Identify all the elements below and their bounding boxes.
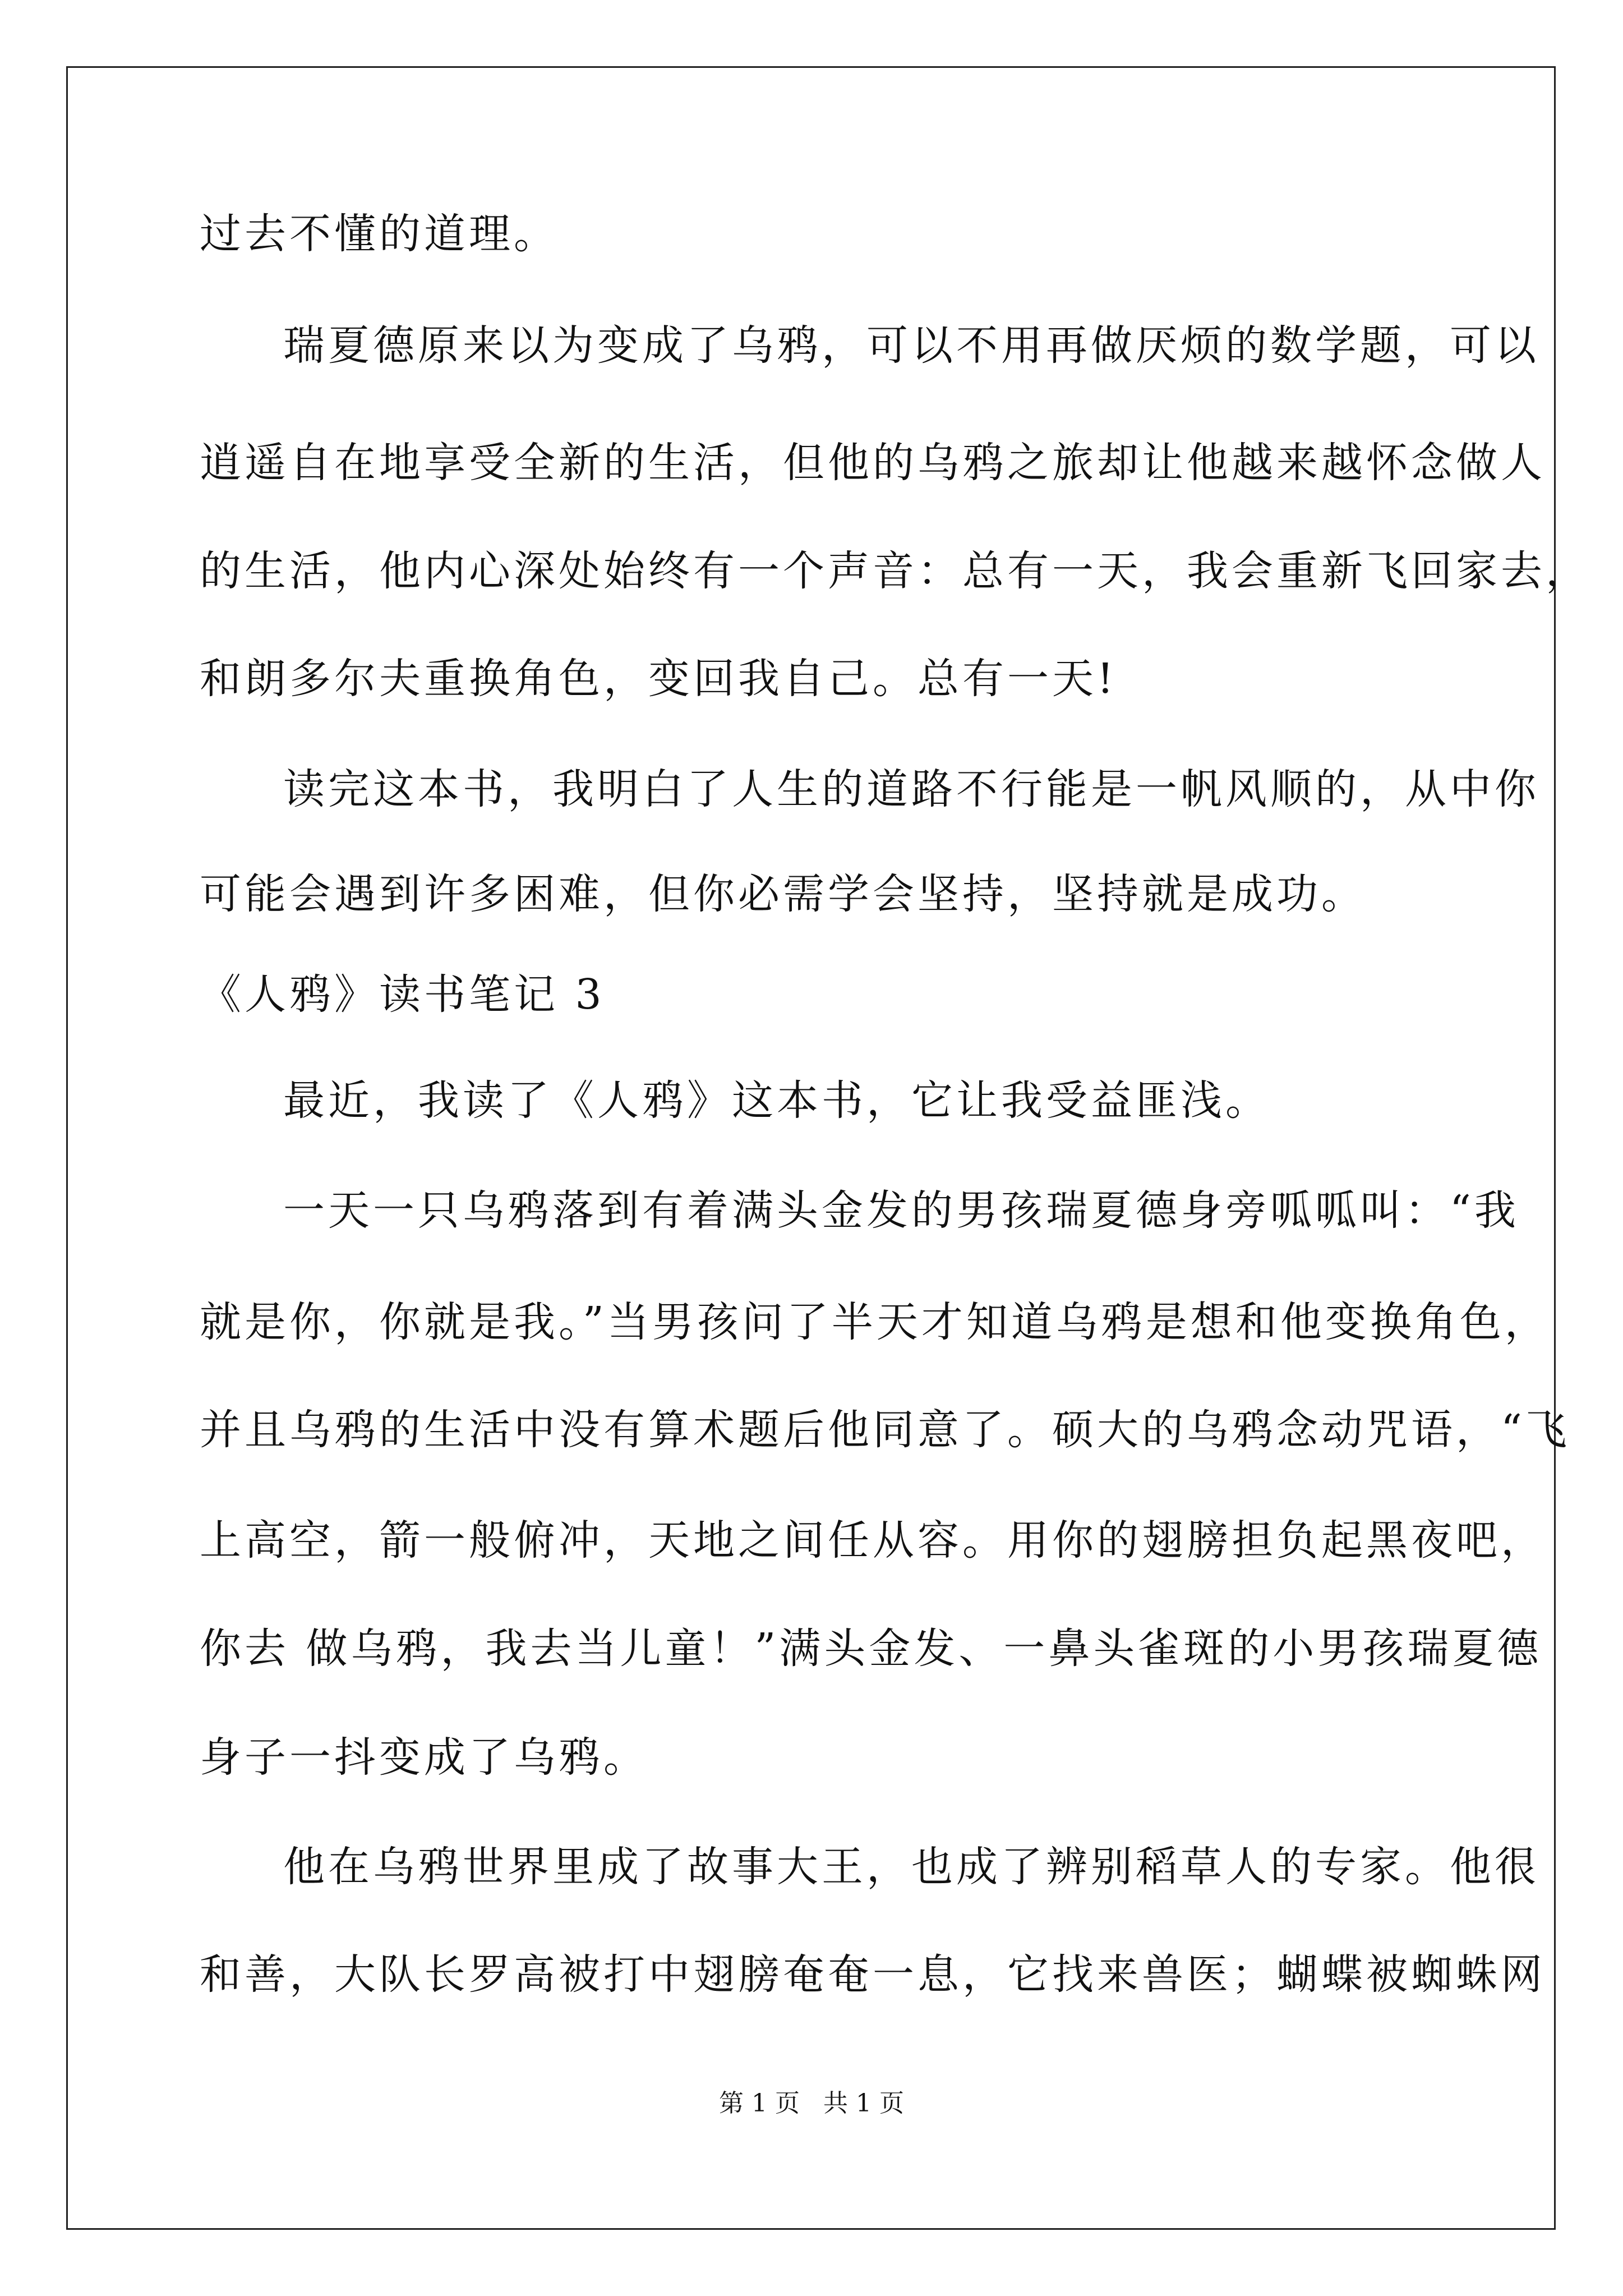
body-line-7: 可能会遇到许多困难，但你必需学会坚持，坚持就是成功。	[200, 870, 1366, 918]
body-line-2: 瑞夏德原来以为变成了乌鸦，可以不用再做厌烦的数学题，可以	[283, 321, 1539, 370]
page-footer	[0, 2087, 1623, 2120]
body-line-4: 的生活，他内心深处始终有一个声音：总有一天，我会重新飞回家去，	[200, 547, 1590, 595]
body-line-5: 和朗多尔夫重换角色，变回我自己。总有一天!	[200, 655, 1117, 703]
page-total: 共 1 页	[823, 2089, 904, 2118]
body-line-14: 身子一抖变成了乌鸦。	[200, 1733, 648, 1782]
body-line-3: 逍遥自在地享受全新的生活，但他的乌鸦之旅却让他越来越怀念做人	[200, 439, 1546, 487]
body-line-13: 你去 做乌鸦，我去当儿童！”满头金发、一鼻头雀斑的小男孩瑞夏德	[200, 1625, 1542, 1673]
body-line-12: 上高空，箭一般俯冲，天地之间任从容。用你的翅膀担负起黑夜吧，	[200, 1516, 1546, 1565]
page-border	[66, 66, 1556, 2230]
body-line-10: 就是你，你就是我。”当男孩问了半天才知道乌鸦是想和他变换角色，	[200, 1298, 1550, 1346]
page-number: 第 1 页	[719, 2089, 800, 2118]
section-heading: 《人鸦》读书笔记 3	[200, 970, 605, 1019]
body-line-6: 读完这本书，我明白了人生的道路不行能是一帆风顺的，从中你	[283, 765, 1539, 813]
body-line-8: 最近，我读了《人鸦》这本书，它让我受益匪浅。	[283, 1076, 1270, 1125]
body-line-15: 他在乌鸦世界里成了故事大王，也成了辨别稻草人的专家。他很	[283, 1843, 1539, 1891]
body-line-16: 和善，大队长罗高被打中翅膀奄奄一息，它找来兽医；蝴蝶被蜘蛛网	[200, 1950, 1546, 1999]
body-line-11: 并且乌鸦的生活中没有算术题后他同意了。硕大的乌鸦念动咒语，“飞	[200, 1406, 1570, 1454]
body-line-9: 一天一只乌鸦落到有着满头金发的男孩瑞夏德身旁呱呱叫：“我	[283, 1186, 1519, 1235]
body-line-1: 过去不懂的道理。	[200, 210, 559, 258]
